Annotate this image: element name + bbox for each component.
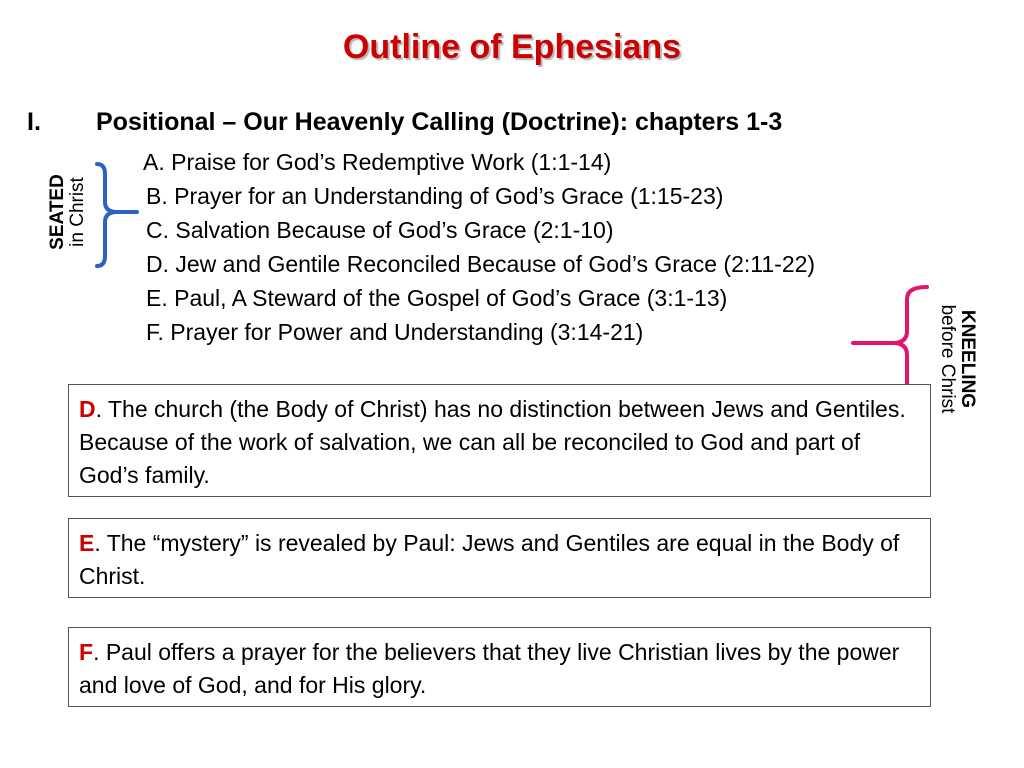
seated-label-soft: in Christ bbox=[67, 177, 88, 247]
seated-brace bbox=[95, 160, 140, 272]
outline-item-a: A. Praise for God’s Redemptive Work (1:1-14) bbox=[143, 149, 612, 175]
note-e bbox=[68, 518, 931, 598]
kneeling-label-soft: before Christ bbox=[937, 304, 958, 414]
seated-label bbox=[48, 152, 92, 272]
outline-item-b: B. Prayer for an Understanding of God’s Grace (1:15-23) bbox=[146, 183, 724, 209]
note-d-text: . The church (the Body of Christ) has no distinction between Jews and Gentiles. Because of the work of salvation, we can all be reconciled to God and part of God’s family. bbox=[79, 396, 906, 488]
note-d bbox=[68, 384, 931, 497]
seated-label-strong: SEATED bbox=[47, 174, 68, 250]
note-f-letter: F bbox=[79, 639, 94, 665]
outline-item-d: D. Jew and Gentile Reconciled Because of God’s Grace (2:11-22) bbox=[146, 251, 816, 277]
note-f bbox=[68, 627, 931, 707]
section-number: I. bbox=[27, 108, 41, 136]
note-e-text: . The “mystery” is revealed by Paul: Jews and Gentiles are equal in the Body of Christ. bbox=[79, 530, 900, 589]
outline-item-f: F. Prayer for Power and Understanding (3:14-21) bbox=[146, 319, 644, 345]
outline-item-c: C. Salvation Because of God’s Grace (2:1-10) bbox=[146, 217, 614, 243]
slide-title: Outline of Ephesians bbox=[342, 28, 682, 66]
note-d-letter: D bbox=[79, 396, 96, 422]
kneeling-label-strong: KNEELING bbox=[957, 309, 978, 409]
outline-item-e: E. Paul, A Steward of the Gospel of God’s Grace (3:1-13) bbox=[146, 285, 728, 311]
section-heading: Positional – Our Heavenly Calling (Doctrine): chapters 1-3 bbox=[96, 108, 783, 136]
note-e-letter: E bbox=[79, 530, 95, 556]
note-f-text: . Paul offers a prayer for the believers that they live Christian lives by the power and love of God, and for His glory. bbox=[79, 639, 900, 698]
